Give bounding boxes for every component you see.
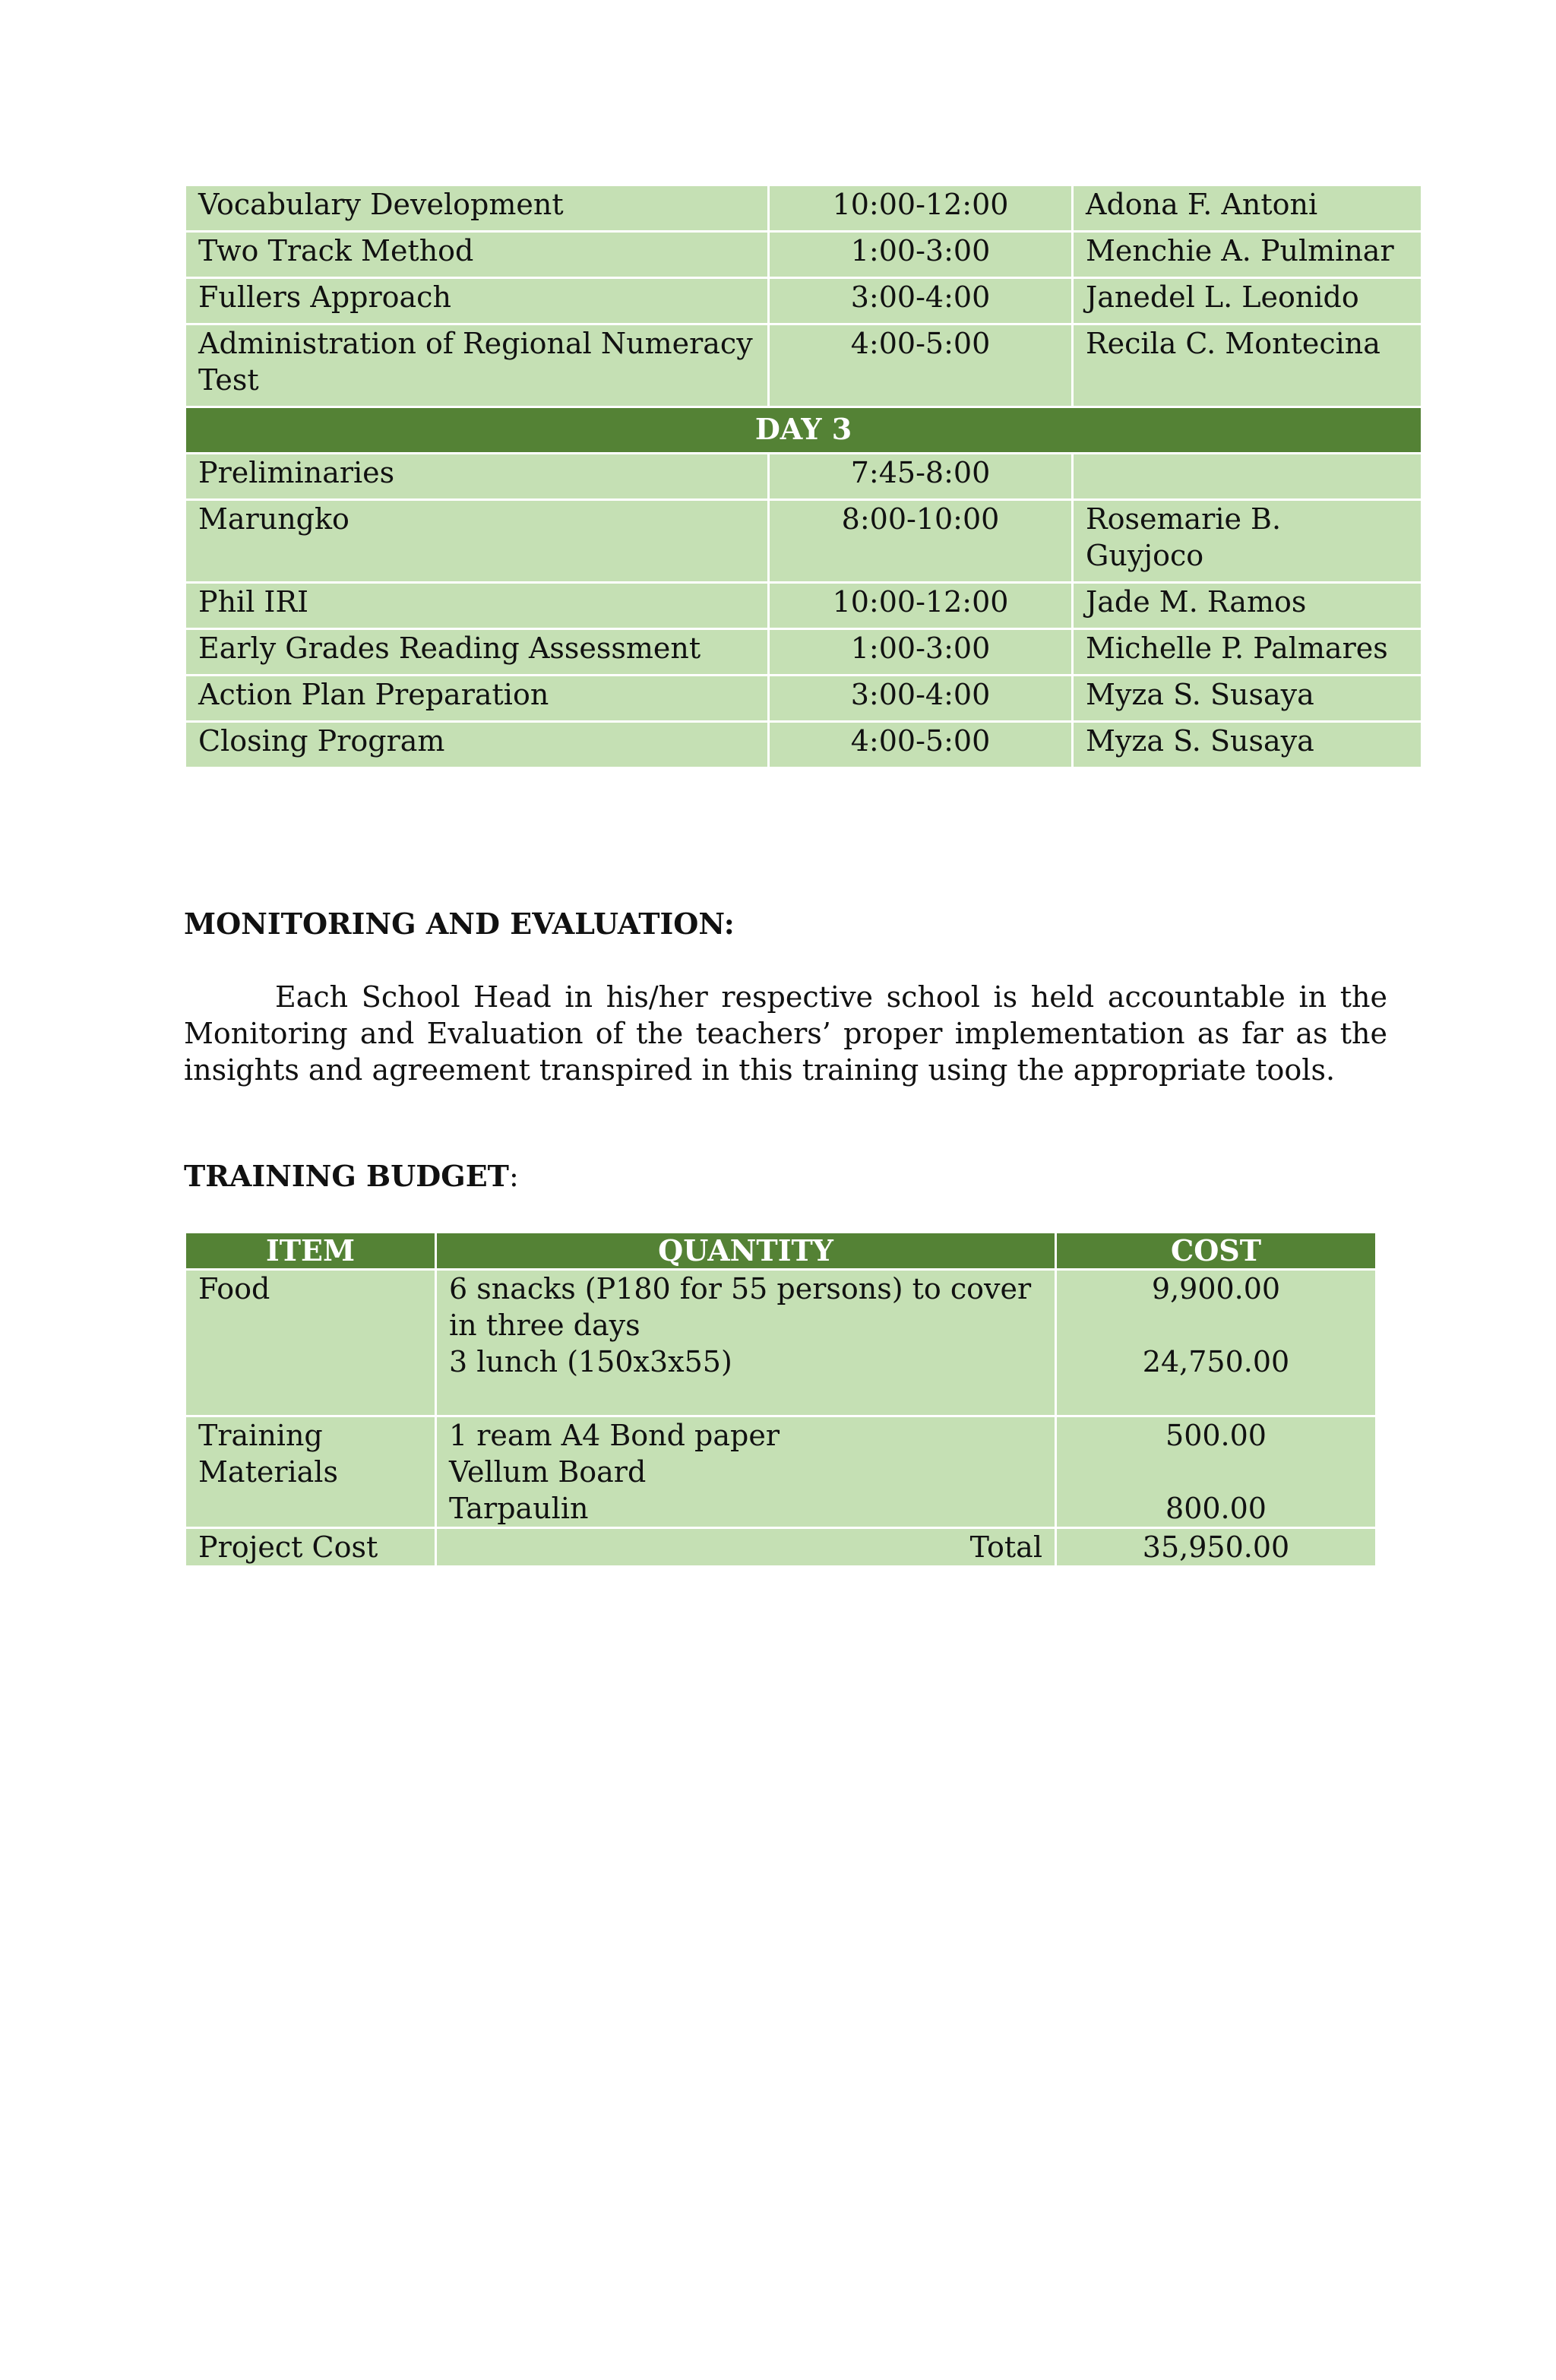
budget-heading (184, 1158, 519, 1195)
monitoring-heading: MONITORING AND EVALUATION: (184, 907, 735, 941)
item-cell: Project Cost (185, 1528, 436, 1567)
cost-column-header: COST (1056, 1233, 1377, 1270)
total-label: Total (436, 1528, 1056, 1567)
activity-cell: Marungko (185, 500, 769, 583)
activity-cell: Vocabulary Development (185, 185, 769, 232)
quantity-line: 1 ream A4 Bond paper (449, 1419, 780, 1452)
item-column-header: ITEM (185, 1233, 436, 1270)
total-cost: 35,950.00 (1056, 1528, 1377, 1567)
day-header-row (185, 407, 1422, 454)
quantity-cell (436, 1270, 1056, 1416)
time-cell: 10:00-12:00 (769, 583, 1073, 629)
activity-cell: Action Plan Preparation (185, 676, 769, 722)
facilitator-cell: Myza S. Susaya (1073, 722, 1422, 768)
quantity-column-header: QUANTITY (436, 1233, 1056, 1270)
time-cell: 10:00-12:00 (769, 185, 1073, 232)
quantity-line: Vellum Board (449, 1455, 647, 1489)
facilitator-cell: Jade M. Ramos (1073, 583, 1422, 629)
table-row (185, 500, 1422, 583)
cost-line: 24,750.00 (1142, 1345, 1290, 1378)
quantity-line: Tarpaulin (449, 1492, 589, 1525)
cost-spacer (1069, 1307, 1363, 1343)
monitoring-paragraph: Each School Head in his/her respective school is held accountable in the Monitoring and Evaluation of the teachers’ proper implementation as far as the insights and agreement transpired in this training using the appropriate tools. (184, 980, 1387, 1087)
time-cell: 1:00-3:00 (769, 629, 1073, 676)
cost-cell (1056, 1416, 1377, 1528)
total-row (185, 1528, 1377, 1567)
activity-cell: Closing Program (185, 722, 769, 768)
cost-spacer (1069, 1454, 1363, 1490)
time-cell: 8:00-10:00 (769, 500, 1073, 583)
item-cell: Training Materials (185, 1416, 436, 1528)
table-row (185, 324, 1422, 407)
cost-cell (1056, 1270, 1377, 1416)
facilitator-cell: Janedel L. Leonido (1073, 278, 1422, 324)
facilitator-cell: Recila C. Montecina (1073, 324, 1422, 407)
table-row (185, 1270, 1377, 1416)
table-row (185, 232, 1422, 278)
activity-cell: Phil IRI (185, 583, 769, 629)
activity-cell: Early Grades Reading Assessment (185, 629, 769, 676)
facilitator-cell: Menchie A. Pulminar (1073, 232, 1422, 278)
table-row (185, 454, 1422, 500)
cost-line: 800.00 (1165, 1492, 1267, 1525)
time-cell: 4:00-5:00 (769, 722, 1073, 768)
cost-line: 9,900.00 (1151, 1272, 1281, 1306)
facilitator-cell: Rosemarie B. Guyjoco (1073, 500, 1422, 583)
table-row (185, 1416, 1377, 1528)
facilitator-cell: Adona F. Antoni (1073, 185, 1422, 232)
table-row (185, 583, 1422, 629)
facilitator-cell: Myza S. Susaya (1073, 676, 1422, 722)
day-label: DAY 3 (185, 407, 1422, 454)
training-schedule-table (184, 184, 1423, 769)
quantity-cell (436, 1416, 1056, 1528)
time-cell: 1:00-3:00 (769, 232, 1073, 278)
activity-cell: Preliminaries (185, 454, 769, 500)
training-budget-table (184, 1231, 1377, 1568)
time-cell: 7:45-8:00 (769, 454, 1073, 500)
time-cell: 4:00-5:00 (769, 324, 1073, 407)
facilitator-cell (1073, 454, 1422, 500)
table-row (185, 278, 1422, 324)
time-cell: 3:00-4:00 (769, 676, 1073, 722)
activity-cell: Fullers Approach (185, 278, 769, 324)
table-row (185, 185, 1422, 232)
time-cell: 3:00-4:00 (769, 278, 1073, 324)
budget-heading-colon: : (508, 1160, 519, 1193)
activity-cell: Two Track Method (185, 232, 769, 278)
quantity-line: 6 snacks (P180 for 55 persons) to cover in three days (449, 1272, 1032, 1342)
cost-line: 500.00 (1165, 1419, 1267, 1452)
budget-heading-text: TRAINING BUDGET (184, 1159, 509, 1193)
table-row (185, 629, 1422, 676)
table-row (185, 676, 1422, 722)
quantity-line: 3 lunch (150x3x55) (449, 1345, 732, 1378)
item-cell: Food (185, 1270, 436, 1416)
budget-header-row (185, 1233, 1377, 1270)
activity-cell: Administration of Regional Numeracy Test (185, 324, 769, 407)
table-row (185, 722, 1422, 768)
facilitator-cell: Michelle P. Palmares (1073, 629, 1422, 676)
